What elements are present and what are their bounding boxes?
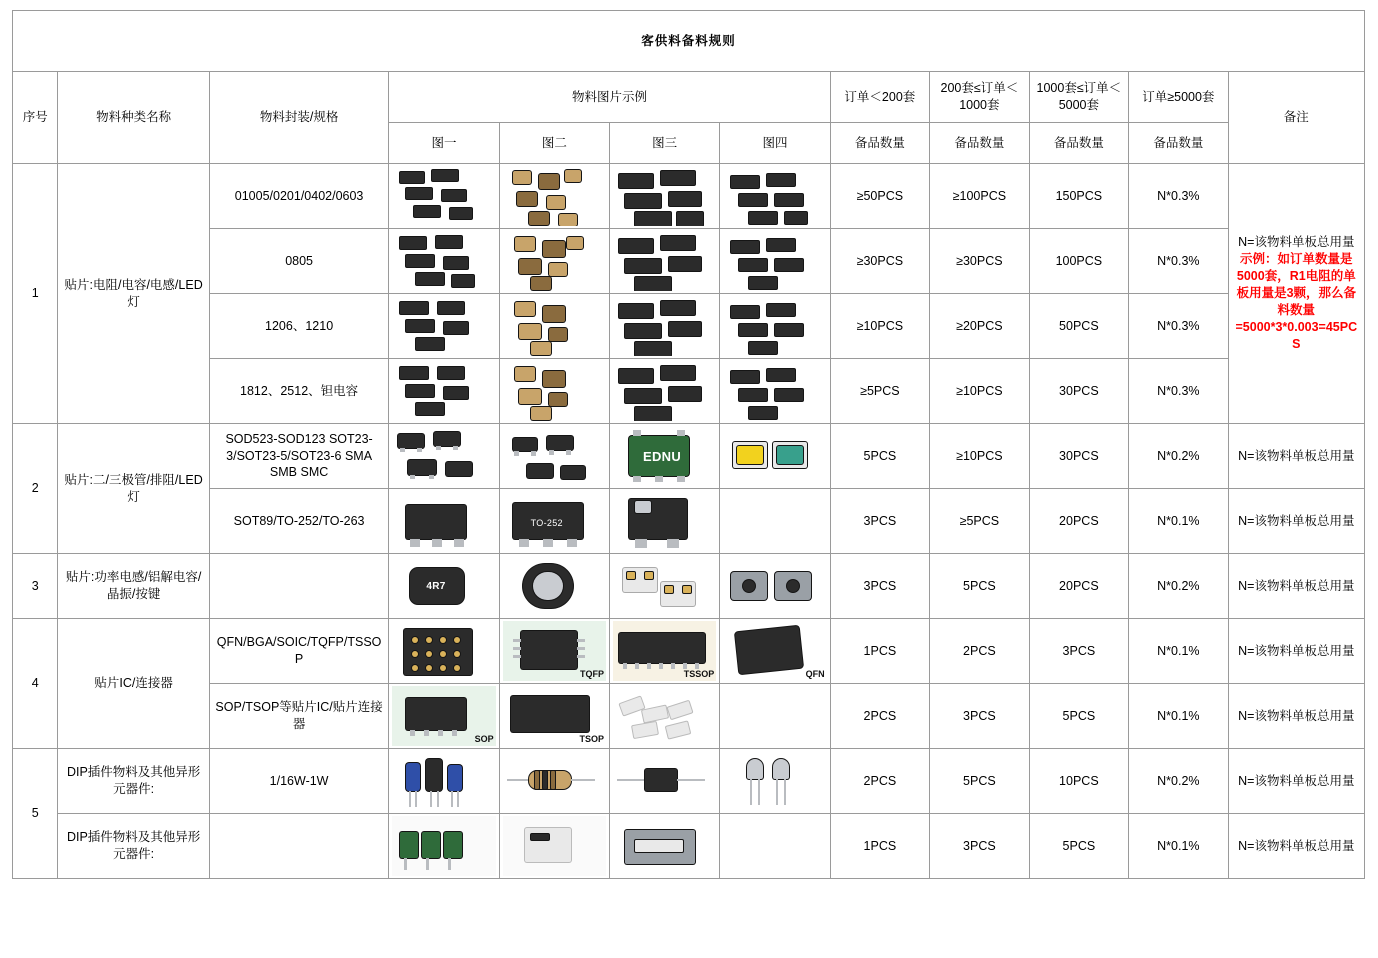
photo-sop-package (392, 686, 495, 746)
header-remark: 备注 (1228, 72, 1364, 164)
cell-image-2 (499, 164, 609, 229)
photo-usb-connector (613, 816, 716, 876)
photo-smd-resistors-0805 (392, 231, 495, 291)
cell-qty-lt200: 1PCS (830, 619, 930, 684)
cell-image-4 (720, 359, 830, 424)
photo-qfn-package (723, 621, 826, 681)
cell-image-1 (389, 489, 499, 554)
cell-qty-1000-5000: 30PCS (1029, 359, 1129, 424)
cell-image-2 (499, 294, 609, 359)
image-label-tqfp: TQFP (579, 668, 604, 679)
image-label-sop: SOP (474, 733, 494, 744)
cell-qty-200-1000: 2PCS (930, 619, 1030, 684)
photo-to252-package (503, 491, 606, 551)
title-row (13, 11, 1365, 72)
photo-smd-resistor-array (723, 166, 826, 226)
chip-marking-ednu: EDNU (642, 449, 682, 464)
cell-image-4 (720, 814, 830, 879)
cell-image-4 (720, 294, 830, 359)
cell-qty-ge5000: N*0.3% (1129, 294, 1229, 359)
cell-qty-ge5000: N*0.3% (1129, 229, 1229, 294)
table-row (13, 229, 1365, 294)
cell-qty-ge5000: N*0.3% (1129, 164, 1229, 229)
cell-qty-lt200: 5PCS (830, 424, 930, 489)
header-kind: 物料种类名称 (58, 72, 209, 164)
table-row (13, 294, 1365, 359)
table-row (13, 359, 1365, 424)
cell-qty-1000-5000: 5PCS (1029, 814, 1129, 879)
cell-package: 1812、2512、钽电容 (209, 359, 389, 424)
cell-image-1 (389, 684, 499, 749)
header-images-group: 物料图片示例 (389, 72, 830, 123)
remark-red-text: 示例：如订单数量是5000套，R1电阻的单板用量是3颗，那么备料数量=5000*3*0.003=45PCS (1235, 252, 1358, 351)
header-qty-ge5000: 订单≥5000套 (1129, 72, 1229, 123)
cell-qty-200-1000: ≥10PCS (930, 359, 1030, 424)
cell-qty-200-1000: ≥20PCS (930, 294, 1030, 359)
cell-remark: N=该物料单板总用量 (1228, 424, 1364, 489)
photo-power-inductor: 4R7 (392, 556, 495, 616)
cell-qty-200-1000: 5PCS (930, 554, 1030, 619)
cell-qty-lt200: 3PCS (830, 489, 930, 554)
cell-image-4 (720, 424, 830, 489)
cell-image-3 (609, 294, 719, 359)
cell-image-3 (609, 489, 719, 554)
cell-qty-lt200: ≥50PCS (830, 164, 930, 229)
photo-mlcc-capacitors (503, 361, 606, 421)
cell-qty-ge5000: N*0.1% (1129, 619, 1229, 684)
cell-image-1 (389, 164, 499, 229)
cell-image-2 (499, 749, 609, 814)
cell-kind: DIP插件物料及其他异形元器件: (58, 749, 209, 814)
table-row (13, 814, 1365, 879)
photo-mlcc-capacitors (503, 231, 606, 291)
cell-qty-lt200: 3PCS (830, 554, 930, 619)
table-row (13, 749, 1365, 814)
cell-image-4 (720, 229, 830, 294)
image-label-tsop: TSOP (579, 733, 604, 744)
photo-smd-resistors-1206 (392, 296, 495, 356)
header-image-2: 图二 (499, 123, 609, 164)
header-spare-qty-1: 备品数量 (830, 123, 930, 164)
cell-kind: 贴片:功率电感/铝解电容/晶振/按键 (58, 554, 209, 619)
cell-image-2 (499, 424, 609, 489)
cell-image-4 (720, 554, 830, 619)
cell-qty-1000-5000: 100PCS (1029, 229, 1129, 294)
cell-qty-1000-5000: 20PCS (1029, 489, 1129, 554)
header-image-3: 图三 (609, 123, 719, 164)
photo-smd-aluminum-capacitor (503, 556, 606, 616)
cell-qty-1000-5000: 10PCS (1029, 749, 1129, 814)
photo-tssop-package (613, 621, 716, 681)
cell-image-3 (609, 619, 719, 684)
cell-qty-200-1000: ≥100PCS (930, 164, 1030, 229)
cell-image-3 (609, 684, 719, 749)
cell-image-1 (389, 749, 499, 814)
cell-package: 01005/0201/0402/0603 (209, 164, 389, 229)
cell-image-3 (609, 424, 719, 489)
cell-qty-lt200: 2PCS (830, 684, 930, 749)
cell-image-2 (499, 359, 609, 424)
cell-qty-200-1000: ≥30PCS (930, 229, 1030, 294)
photo-relay-module (503, 816, 606, 876)
cell-qty-ge5000: N*0.3% (1129, 359, 1229, 424)
cell-qty-1000-5000: 3PCS (1029, 619, 1129, 684)
cell-remark: N=该物料单板总用量 (1228, 814, 1364, 879)
cell-image-3 (609, 229, 719, 294)
cell-image-3 (609, 359, 719, 424)
cell-qty-lt200: 1PCS (830, 814, 930, 879)
photo-mlcc-capacitors (503, 296, 606, 356)
cell-qty-lt200: ≥10PCS (830, 294, 930, 359)
cell-remark: N=该物料单板总用量 (1228, 749, 1364, 814)
page-title: 客供料备料规则 (13, 11, 1365, 72)
table-row (13, 164, 1365, 229)
cell-qty-ge5000: N*0.1% (1129, 814, 1229, 879)
cell-image-1 (389, 294, 499, 359)
photo-smd-crystal (613, 556, 716, 616)
photo-empty (723, 816, 826, 876)
table-row (13, 554, 1365, 619)
cell-qty-200-1000: 3PCS (930, 814, 1030, 879)
cell-qty-1000-5000: 50PCS (1029, 294, 1129, 359)
cell-image-4 (720, 489, 830, 554)
cell-image-4 (720, 164, 830, 229)
cell-qty-1000-5000: 150PCS (1029, 164, 1129, 229)
cell-package: SOT89/TO-252/TO-263 (209, 489, 389, 554)
photo-smd-chips-large (613, 361, 716, 421)
header-image-4: 图四 (720, 123, 830, 164)
cell-image-4 (720, 619, 830, 684)
cell-package (209, 554, 389, 619)
cell-qty-200-1000: 5PCS (930, 749, 1030, 814)
cell-image-3 (609, 749, 719, 814)
cell-image-1 (389, 619, 499, 684)
remark-plain-text: N=该物料单板总用量 (1238, 235, 1355, 250)
spare-parts-rules-table (12, 10, 1365, 879)
photo-bga-package (392, 621, 495, 681)
cell-image-4 (720, 749, 830, 814)
cell-remark: N=该物料单板总用量 (1228, 554, 1364, 619)
photo-tqfp-package (503, 621, 606, 681)
cell-qty-lt200: ≥30PCS (830, 229, 930, 294)
cell-image-2 (499, 489, 609, 554)
cell-qty-ge5000: N*0.2% (1129, 749, 1229, 814)
header-package: 物料封装/规格 (209, 72, 389, 164)
cell-package: SOP/TSOP等贴片IC/贴片连接器 (209, 684, 389, 749)
cell-seq: 5 (13, 749, 58, 879)
cell-qty-ge5000: N*0.1% (1129, 684, 1229, 749)
cell-image-1 (389, 424, 499, 489)
header-qty-lt200: 订单＜200套 (830, 72, 930, 123)
cell-qty-lt200: ≥5PCS (830, 359, 930, 424)
cell-seq: 4 (13, 619, 58, 749)
table-row (13, 619, 1365, 684)
photo-through-hole-leds (723, 751, 826, 811)
photo-smd-chips-large (613, 296, 716, 356)
photo-smd-resistor-array (723, 361, 826, 421)
header-spare-qty-4: 备品数量 (1129, 123, 1229, 164)
cell-remark: N=该物料单板总用量 (1228, 489, 1364, 554)
photo-smd-chips-large (613, 166, 716, 226)
cell-seq: 1 (13, 164, 58, 424)
cell-image-2 (499, 619, 609, 684)
cell-qty-1000-5000: 5PCS (1029, 684, 1129, 749)
cell-remark-group1 (1228, 164, 1364, 424)
photo-empty (723, 686, 826, 746)
photo-smd-resistors-0402 (392, 166, 495, 226)
cell-package: 0805 (209, 229, 389, 294)
cell-package: SOD523-SOD123 SOT23-3/SOT23-5/SOT23-6 SMA SMB SMC (209, 424, 389, 489)
table-row (13, 489, 1365, 554)
cell-kind: 贴片IC/连接器 (58, 619, 209, 749)
photo-smd-resistors-2512 (392, 361, 495, 421)
cell-seq: 2 (13, 424, 58, 554)
cell-package (209, 814, 389, 879)
cell-remark: N=该物料单板总用量 (1228, 619, 1364, 684)
photo-sot89-package (392, 491, 495, 551)
header-seq: 序号 (13, 72, 58, 164)
cell-qty-ge5000: N*0.1% (1129, 489, 1229, 554)
cell-package: 1/16W-1W (209, 749, 389, 814)
photo-ic-marked-ednu (613, 426, 716, 486)
photo-dip-diode (613, 751, 716, 811)
header-spare-qty-3: 备品数量 (1029, 123, 1129, 164)
cell-qty-200-1000: 3PCS (930, 684, 1030, 749)
photo-smd-chips-large (613, 231, 716, 291)
photo-axial-resistor (503, 751, 606, 811)
cell-kind: 贴片:电阻/电容/电感/LED灯 (58, 164, 209, 424)
photo-terminal-blocks (392, 816, 495, 876)
photo-tsop-package (503, 686, 606, 746)
cell-image-3 (609, 164, 719, 229)
cell-image-1 (389, 359, 499, 424)
photo-tact-switch (723, 556, 826, 616)
cell-kind: DIP插件物料及其他异形元器件: (58, 814, 209, 879)
header-qty-1000-5000: 1000套≤订单＜5000套 (1029, 72, 1129, 123)
cell-image-4 (720, 684, 830, 749)
photo-smd-led (723, 426, 826, 486)
cell-qty-200-1000: ≥5PCS (930, 489, 1030, 554)
cell-qty-200-1000: ≥10PCS (930, 424, 1030, 489)
cell-image-2 (499, 814, 609, 879)
cell-qty-1000-5000: 30PCS (1029, 424, 1129, 489)
photo-to263-package (613, 491, 716, 551)
photo-mlcc-capacitors (503, 166, 606, 226)
table-row (13, 684, 1365, 749)
image-label-tssop: TSSOP (683, 668, 715, 679)
cell-image-2 (499, 554, 609, 619)
photo-dip-electrolytic-capacitors (392, 751, 495, 811)
header-qty-200-1000: 200套≤订单＜1000套 (930, 72, 1030, 123)
cell-image-1 (389, 814, 499, 879)
cell-image-2 (499, 229, 609, 294)
cell-package: QFN/BGA/SOIC/TQFP/TSSOP (209, 619, 389, 684)
photo-smd-resistor-array (723, 231, 826, 291)
cell-image-1 (389, 229, 499, 294)
photo-empty (723, 491, 826, 551)
photo-smd-connectors (613, 686, 716, 746)
header-row-main (13, 72, 1365, 123)
chip-marking-to252: TO-252 (530, 518, 563, 528)
cell-image-3 (609, 554, 719, 619)
cell-kind: 贴片:二/三极管/排阻/LED灯 (58, 424, 209, 554)
cell-qty-ge5000: N*0.2% (1129, 424, 1229, 489)
header-spare-qty-2: 备品数量 (930, 123, 1030, 164)
cell-package: 1206、1210 (209, 294, 389, 359)
photo-sot23-small-signal (503, 426, 606, 486)
cell-image-3 (609, 814, 719, 879)
cell-qty-1000-5000: 20PCS (1029, 554, 1129, 619)
photo-smd-resistor-array (723, 296, 826, 356)
image-label-qfn: QFN (805, 668, 825, 679)
cell-qty-lt200: 2PCS (830, 749, 930, 814)
cell-remark: N=该物料单板总用量 (1228, 684, 1364, 749)
cell-image-2 (499, 684, 609, 749)
header-image-1: 图一 (389, 123, 499, 164)
cell-seq: 3 (13, 554, 58, 619)
table-row (13, 424, 1365, 489)
photo-sot23-transistors (392, 426, 495, 486)
cell-image-1 (389, 554, 499, 619)
cell-qty-ge5000: N*0.2% (1129, 554, 1229, 619)
